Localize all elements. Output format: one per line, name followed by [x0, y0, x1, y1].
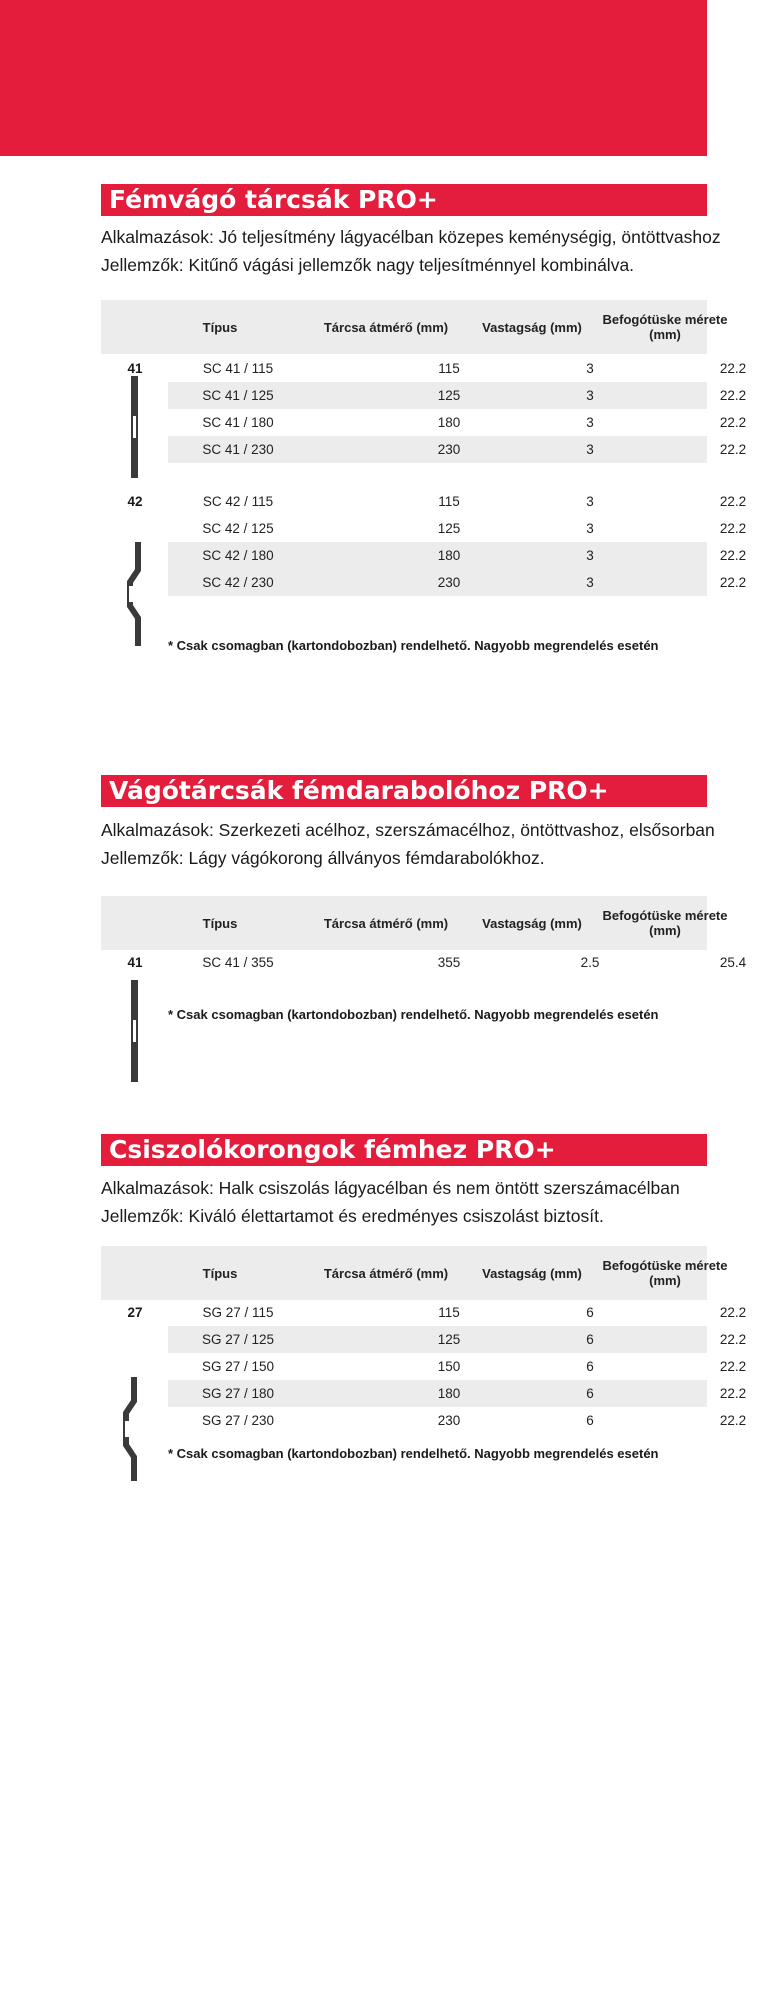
cell-diameter: 180	[437, 548, 461, 563]
features-text: Jellemzők: Kitűnő vágási jellemzők nagy teljesítménnyel kombinálva.	[101, 255, 635, 275]
group-number: 42	[127, 494, 143, 509]
header-diameter: Tárcsa átmérő (mm)	[323, 1265, 449, 1281]
header-bore: Befogótüske mérete (mm)	[602, 312, 728, 342]
footnote: * Csak csomagban (kartondobozban) rendelhető. Nagyobb megrendelés esetén	[168, 1007, 659, 1022]
top-red-band	[0, 0, 707, 156]
table-row	[168, 1353, 747, 1380]
cell-diameter: 115	[438, 494, 460, 509]
features-text: Jellemzők: Kiváló élettartamot és eredményes csiszolást biztosít.	[101, 1206, 604, 1226]
header-bore: Befogótüske mérete (mm)	[602, 1258, 728, 1288]
cell-type: SC 42 / 115	[202, 494, 274, 509]
section-title: Fémvágó tárcsák PRO+	[101, 184, 707, 216]
table-row	[168, 436, 747, 463]
table-header	[101, 1246, 728, 1300]
cell-diameter: 230	[437, 442, 461, 457]
cell-diameter: 125	[437, 388, 461, 403]
cell-bore: 22.2	[719, 494, 747, 509]
cell-type: SC 42 / 230	[202, 575, 274, 590]
cell-thickness: 2.5	[580, 955, 600, 970]
cell-bore: 22.2	[719, 575, 747, 590]
applications-text: Alkalmazások: Szerkezeti acélhoz, szerszámacélhoz, öntöttvashoz, elsősorban	[101, 820, 715, 840]
cell-bore: 22.2	[719, 442, 747, 457]
cell-bore: 22.2	[719, 1332, 747, 1347]
header-diameter: Tárcsa átmérő (mm)	[323, 319, 449, 335]
footnote: * Csak csomagban (kartondobozban) rendelhető. Nagyobb megrendelés esetén	[168, 638, 659, 653]
cell-thickness: 6	[586, 1305, 594, 1320]
cell-type: SG 27 / 115	[202, 1305, 274, 1320]
header-thickness: Vastagság (mm)	[482, 915, 582, 931]
table-row	[168, 1326, 747, 1353]
table-row	[168, 1407, 747, 1434]
cell-bore: 22.2	[719, 388, 747, 403]
table-row	[168, 382, 747, 409]
cell-diameter: 230	[437, 1413, 461, 1428]
table-row	[168, 355, 747, 382]
cell-bore: 22.2	[719, 548, 747, 563]
cell-diameter: 355	[437, 955, 461, 970]
section-title: Csiszolókorongok fémhez PRO+	[101, 1134, 707, 1166]
header-thickness: Vastagság (mm)	[482, 1265, 582, 1281]
table-header	[101, 300, 728, 354]
cell-bore: 22.2	[719, 1386, 747, 1401]
header-diameter: Tárcsa átmérő (mm)	[323, 915, 449, 931]
table-row	[168, 949, 747, 976]
cell-thickness: 3	[586, 521, 594, 536]
cell-type: SC 41 / 115	[202, 361, 274, 376]
table-header	[101, 896, 728, 950]
table-row	[168, 488, 747, 515]
cell-type: SC 41 / 355	[202, 955, 274, 970]
table-row	[168, 542, 747, 569]
cell-thickness: 3	[586, 494, 594, 509]
cell-bore: 22.2	[719, 361, 747, 376]
cell-thickness: 6	[586, 1413, 594, 1428]
cell-diameter: 180	[437, 1386, 461, 1401]
cell-thickness: 3	[586, 442, 594, 457]
header-type: Típus	[202, 1265, 238, 1281]
header-thickness: Vastagság (mm)	[482, 319, 582, 335]
cell-type: SC 41 / 125	[202, 388, 274, 403]
cell-diameter: 125	[437, 521, 461, 536]
depressed-center-disc-icon	[124, 540, 146, 648]
cell-bore: 22.2	[719, 1305, 747, 1320]
cell-type: SG 27 / 180	[201, 1386, 275, 1401]
table-row	[168, 409, 747, 436]
applications-text: Alkalmazások: Jó teljesítmény lágyacélban közepes keménységig, öntöttvashoz	[101, 227, 721, 247]
cell-diameter: 150	[437, 1359, 461, 1374]
group-number: 41	[127, 955, 143, 970]
grinding-disc-icon	[120, 1375, 144, 1483]
flat-disc-icon	[127, 978, 143, 1084]
flat-disc-icon	[127, 374, 143, 480]
cell-thickness: 3	[586, 415, 594, 430]
cell-type: SG 27 / 230	[201, 1413, 275, 1428]
cell-thickness: 3	[586, 548, 594, 563]
cell-diameter: 180	[437, 415, 461, 430]
header-type: Típus	[202, 915, 238, 931]
cell-bore: 22.2	[719, 521, 747, 536]
cell-thickness: 3	[586, 575, 594, 590]
group-number: 41	[127, 361, 143, 376]
cell-type: SC 42 / 180	[202, 548, 274, 563]
cell-diameter: 115	[438, 361, 460, 376]
features-text: Jellemzők: Lágy vágókorong állványos fémdarabolókhoz.	[101, 848, 545, 868]
cell-thickness: 3	[586, 361, 594, 376]
cell-type: SC 42 / 125	[202, 521, 274, 536]
cell-thickness: 6	[586, 1332, 594, 1347]
cell-type: SG 27 / 150	[201, 1359, 275, 1374]
table-row	[168, 1299, 747, 1326]
applications-text: Alkalmazások: Halk csiszolás lágyacélban és nem öntött szerszámacélban	[101, 1178, 680, 1198]
group-number: 27	[127, 1305, 143, 1320]
footnote: * Csak csomagban (kartondobozban) rendelhető. Nagyobb megrendelés esetén	[168, 1446, 659, 1461]
cell-bore: 22.2	[719, 415, 747, 430]
cell-thickness: 3	[586, 388, 594, 403]
cell-bore: 22.2	[719, 1359, 747, 1374]
section-title: Vágótárcsák fémdarabolóhoz PRO+	[101, 775, 707, 807]
cell-thickness: 6	[586, 1359, 594, 1374]
cell-diameter: 125	[437, 1332, 461, 1347]
table-row	[168, 1380, 747, 1407]
cell-type: SG 27 / 125	[201, 1332, 275, 1347]
cell-type: SC 41 / 180	[202, 415, 274, 430]
cell-type: SC 41 / 230	[202, 442, 274, 457]
header-bore: Befogótüske mérete (mm)	[602, 908, 728, 938]
cell-diameter: 115	[438, 1305, 460, 1320]
cell-thickness: 6	[586, 1386, 594, 1401]
header-type: Típus	[202, 319, 238, 335]
cell-bore: 25.4	[719, 955, 747, 970]
cell-bore: 22.2	[719, 1413, 747, 1428]
table-row	[168, 569, 747, 596]
cell-diameter: 230	[437, 575, 461, 590]
table-row	[168, 515, 747, 542]
